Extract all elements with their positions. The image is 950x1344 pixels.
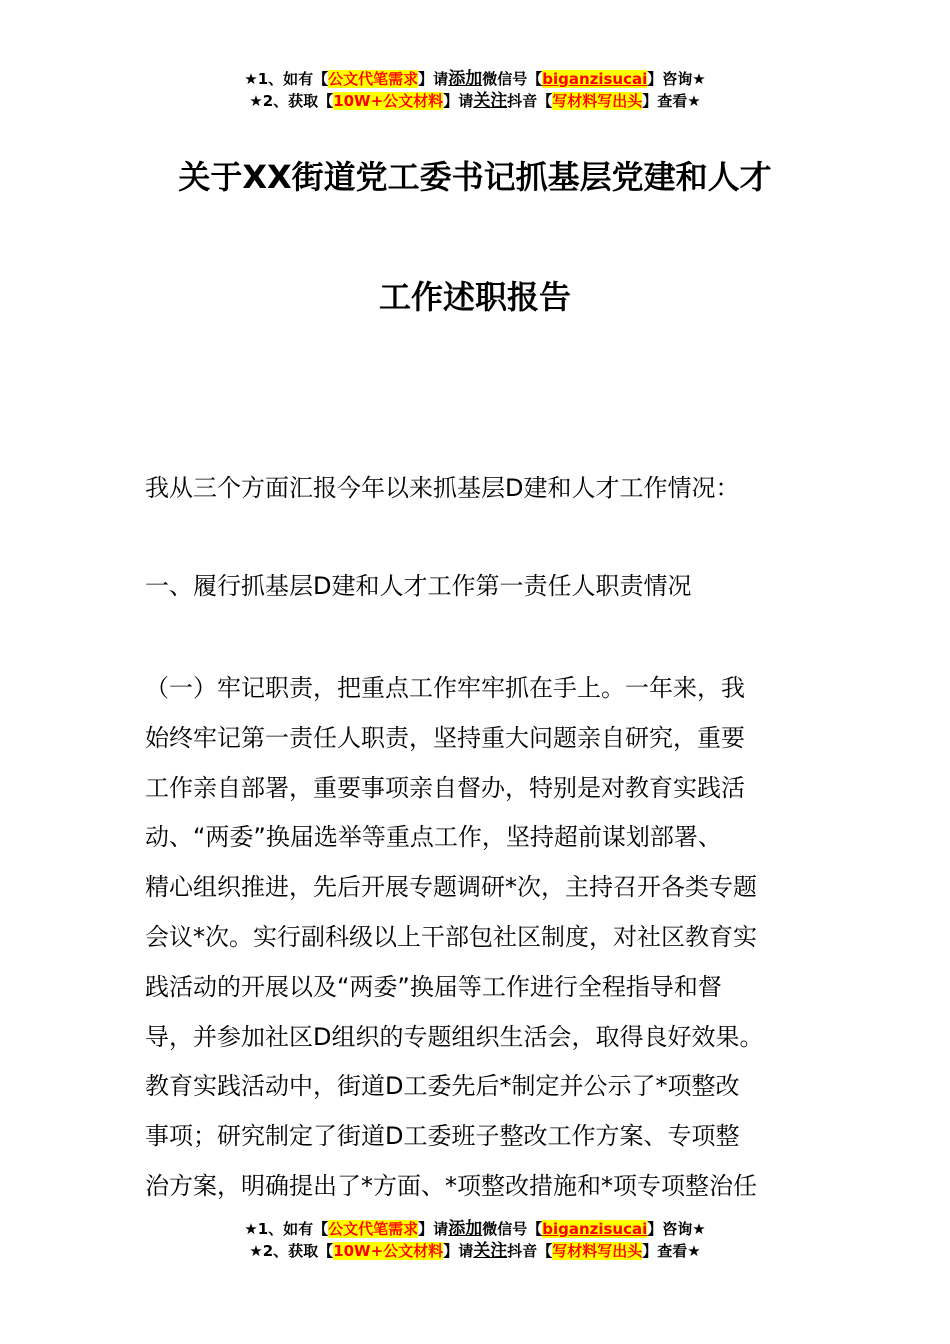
body-line: 事项；研究制定了街道D工委班子整改工作方案、专项整 xyxy=(145,1122,740,1151)
banner-text: ★1、如有【 xyxy=(244,70,329,88)
banner-wechat-id: biganzisucai xyxy=(542,70,648,88)
banner-text: 】咨询★ xyxy=(647,1220,706,1238)
banner-wechat-id: biganzisucai xyxy=(542,1220,648,1238)
banner-text: ★2、获取【 xyxy=(249,92,334,110)
banner-emphasis: 添加 xyxy=(448,69,483,89)
banner-line-1 xyxy=(0,68,950,90)
document-title-line-2: 工作述职报告 xyxy=(378,278,571,316)
body-line: 教育实践活动中，街道D工委先后*制定并公示了*项整改 xyxy=(145,1072,740,1101)
section-heading-1: 一、履行抓基层D建和人才工作第一责任人职责情况 xyxy=(145,572,692,600)
banner-text: 抖音【 xyxy=(507,92,553,110)
banner-highlight: 10W+公文材料 xyxy=(333,1242,444,1260)
banner-text: 微信号【 xyxy=(482,1220,543,1238)
banner-text: 】咨询★ xyxy=(647,70,706,88)
body-line: 会议*次。实行副科级以上干部包社区制度，对社区教育实 xyxy=(145,922,757,951)
header-banner xyxy=(0,68,950,112)
banner-text: 】请 xyxy=(418,70,449,88)
body-line: 动、“两委”换届选举等重点工作，坚持超前谋划部署、 xyxy=(145,823,722,852)
banner-text: 微信号【 xyxy=(482,70,543,88)
banner-text: ★2、获取【 xyxy=(249,1242,334,1260)
banner-text: 】请 xyxy=(418,1220,449,1238)
banner-text: 】查看★ xyxy=(642,92,701,110)
banner-highlight: 10W+公文材料 xyxy=(333,92,444,110)
banner-douyin-id: 写材料写出头 xyxy=(552,1242,643,1260)
banner-text: ★1、如有【 xyxy=(244,1220,329,1238)
body-line: 工作亲自部署，重要事项亲自督办，特别是对教育实践活 xyxy=(145,773,745,802)
body-line: （一）牢记职责，把重点工作牢牢抓在手上。一年来，我 xyxy=(145,674,745,702)
banner-douyin-id: 写材料写出头 xyxy=(552,92,643,110)
banner-text: 】查看★ xyxy=(642,1242,701,1260)
body-line: 导，并参加社区D组织的专题组织生活会，取得良好效果。 xyxy=(145,1022,764,1051)
banner-highlight: 公文代笔需求 xyxy=(328,70,419,88)
banner-line-1 xyxy=(0,1218,950,1240)
banner-highlight: 公文代笔需求 xyxy=(328,1220,419,1238)
banner-text: 】请 xyxy=(443,92,474,110)
body-line: 精心组织推进，先后开展专题调研*次，主持召开各类专题 xyxy=(145,873,757,902)
body-paragraph xyxy=(145,664,815,1212)
body-line: 治方案，明确提出了*方面、*项整改措施和*项专项整治任 xyxy=(145,1171,757,1200)
document-title-line-1: 关于XX街道党工委书记抓基层党建和人才 xyxy=(178,158,772,196)
banner-text: 】请 xyxy=(443,1242,474,1260)
banner-line-2 xyxy=(0,90,950,112)
banner-emphasis: 关注 xyxy=(473,1241,508,1261)
banner-line-2 xyxy=(0,1240,950,1262)
banner-emphasis: 关注 xyxy=(473,91,508,111)
banner-text: 抖音【 xyxy=(507,1242,553,1260)
body-line: 始终牢记第一责任人职责，坚持重大问题亲自研究，重要 xyxy=(145,723,745,752)
body-line: 践活动的开展以及“两委”换届等工作进行全程指导和督 xyxy=(145,972,722,1001)
banner-emphasis: 添加 xyxy=(448,1219,483,1239)
footer-banner xyxy=(0,1218,950,1262)
intro-paragraph: 我从三个方面汇报今年以来抓基层D建和人才工作情况： xyxy=(145,474,740,502)
